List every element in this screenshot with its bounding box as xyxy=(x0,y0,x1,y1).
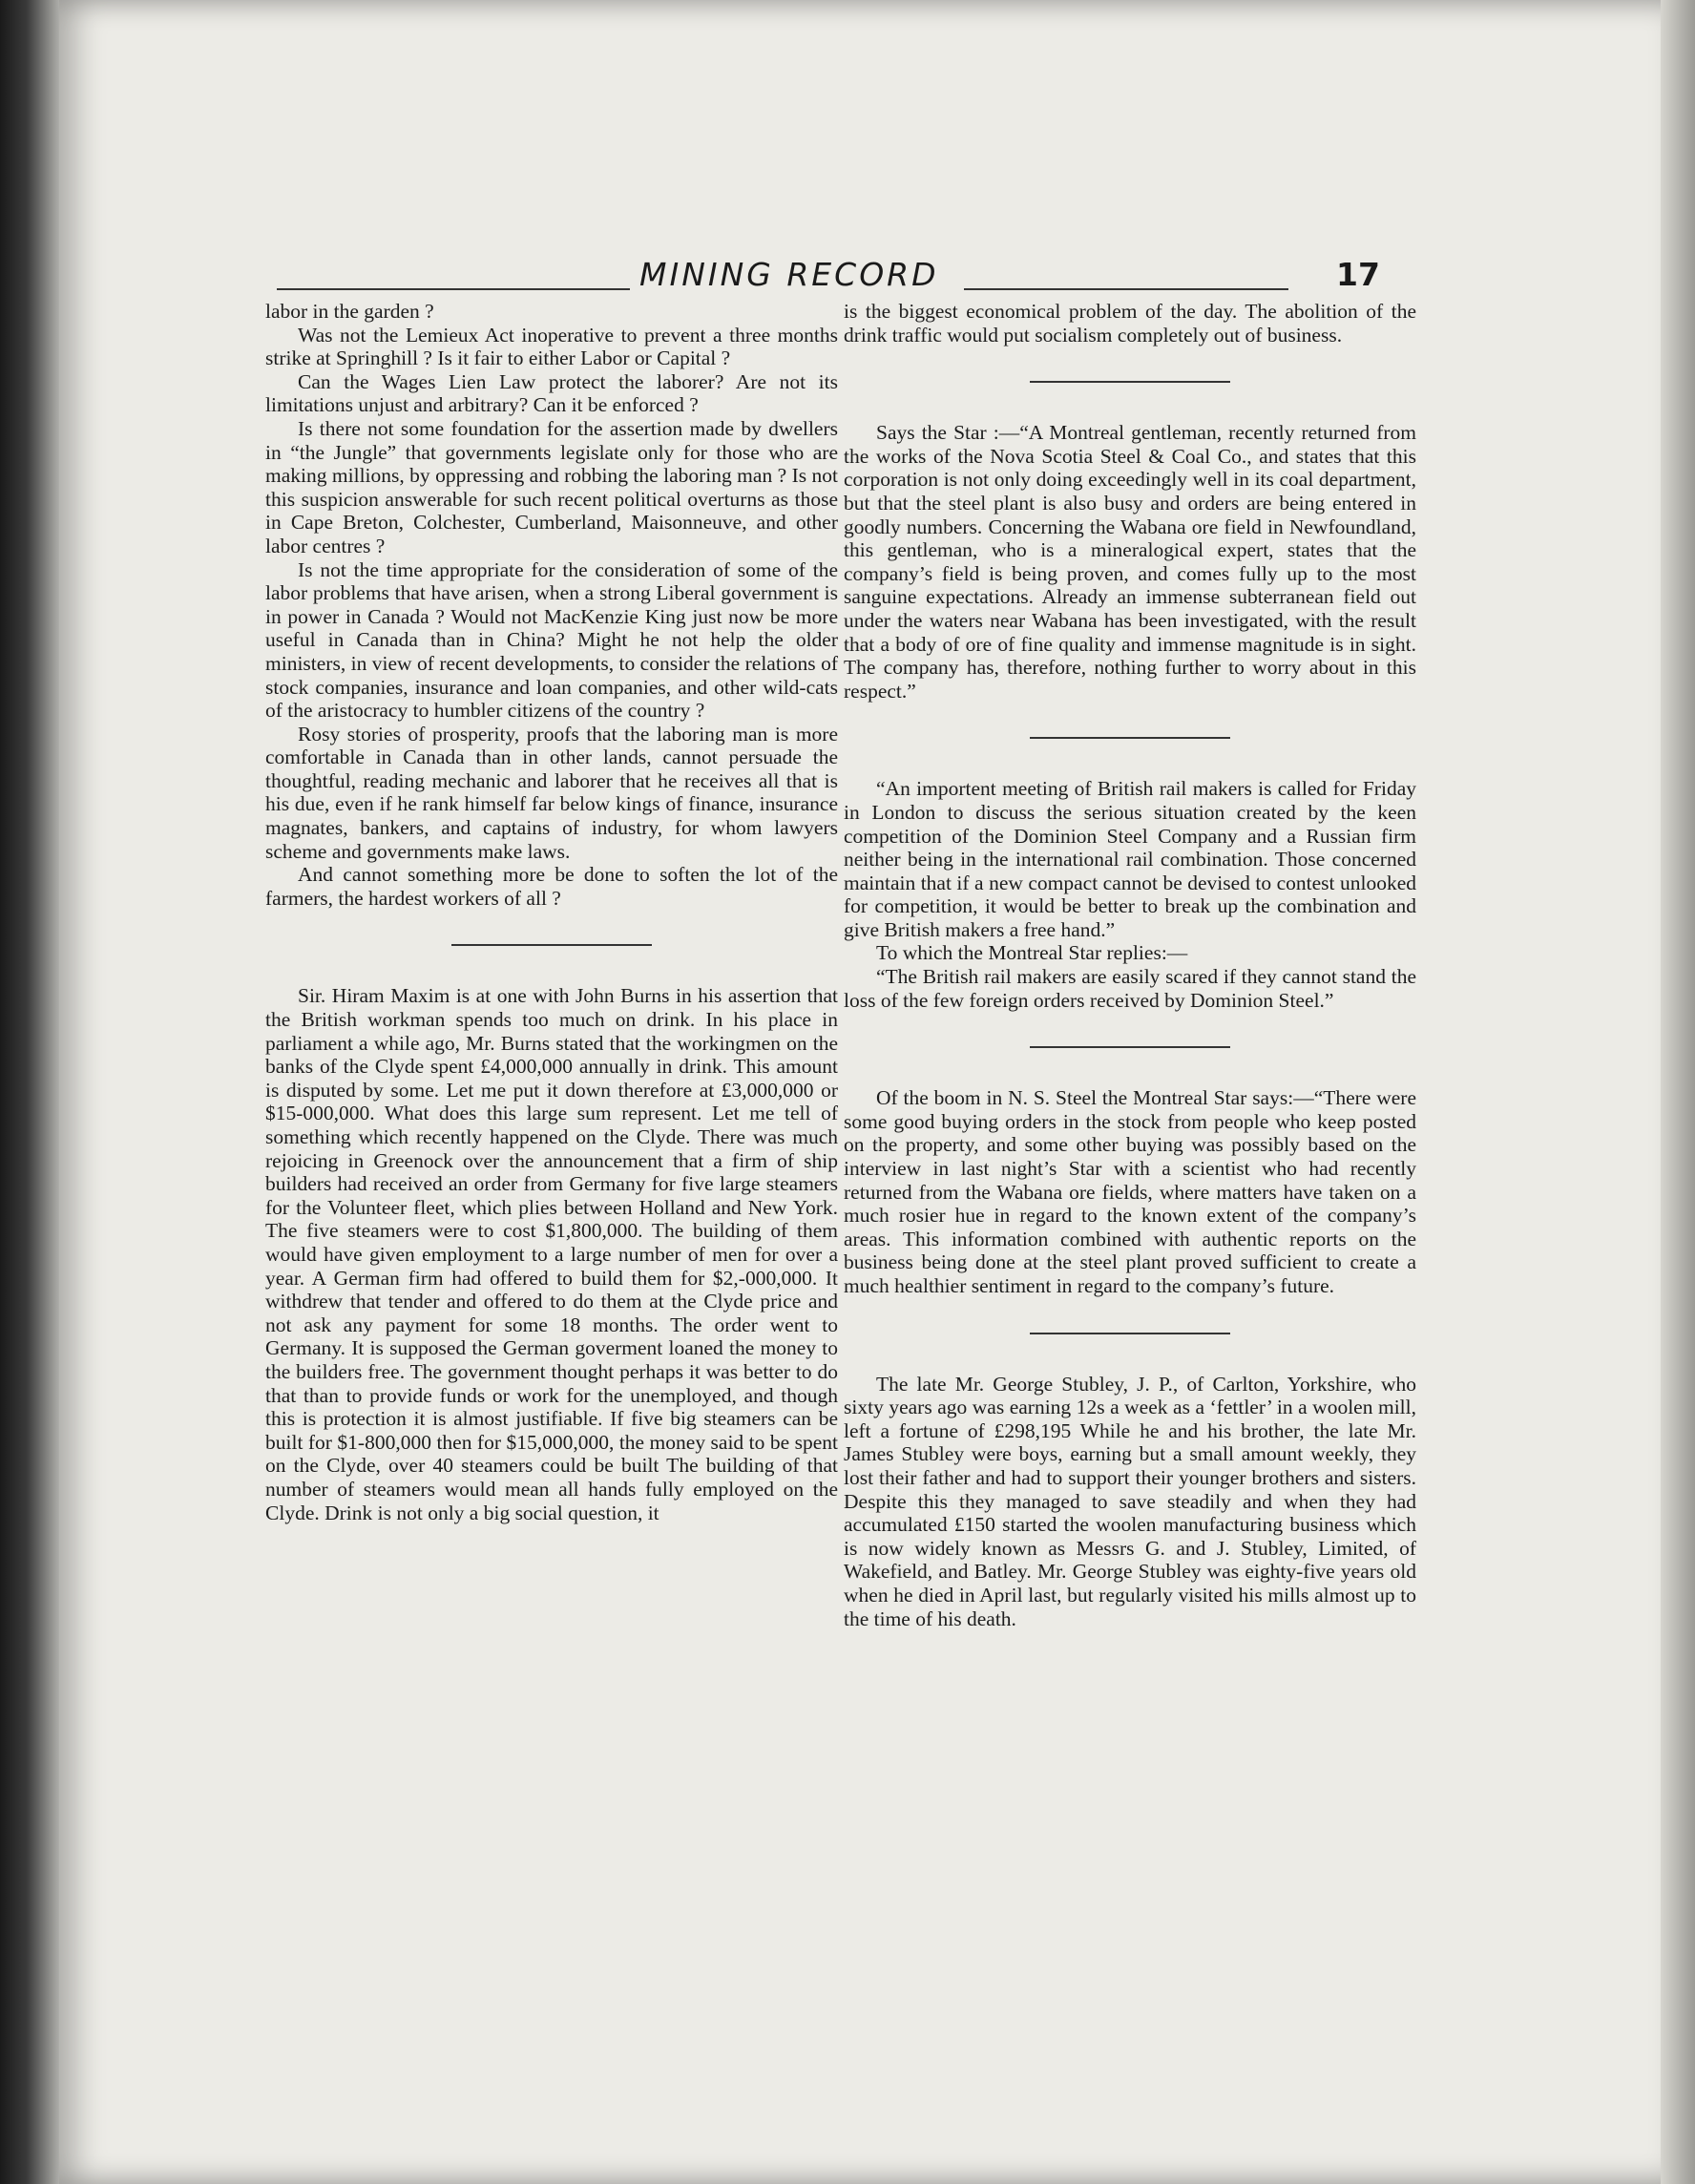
paragraph: Was not the Lemieux Act inoperative to prevent a three months strike at Springhill ? Is it fair to either Labor or Capital ? xyxy=(265,323,838,370)
section-divider xyxy=(1030,1046,1230,1048)
section-divider xyxy=(1030,1333,1230,1334)
page-number: 17 xyxy=(1336,256,1380,293)
section-divider xyxy=(1030,381,1230,383)
book-spine xyxy=(0,0,67,2184)
article-star: Says the Star :—“A Montreal gentleman, recently returned from the works of the Nova Scotia Steel & Coal Co., and states that this corporation is not only doing exceedingly well in its coal department, but that the steel plant is also busy and orders are being entered in goodly numbers. Concerning the Wabana ore field in Newfoundland, this gentleman, who is a mineralogical expert, states that the company’s field is being proven, and comes fully up to the most sanguine expectations. Already an immense subterranean field out under the waters near Wabana has been investigated, with the result that a body of ore of fine quality and immense magnitude is in sight. The company has, therefore, nothing further to worry about in this respect.” xyxy=(844,421,1416,703)
left-column xyxy=(265,300,838,1524)
article-rail-reply-intro: To which the Montreal Star replies:— xyxy=(876,941,1188,965)
page-edge xyxy=(1661,0,1695,2184)
publication-title: MINING RECORD xyxy=(639,256,939,293)
section-divider xyxy=(1030,737,1230,739)
paragraph: labor in the garden ? xyxy=(265,300,434,323)
header-rule-right xyxy=(964,288,1288,290)
paragraph: Rosy stories of prosperity, proofs that the laboring man is more comfortable in Canada than in other lands, cannot persuade the thoughtful, reading mechanic and laborer that he receives all that is his due, even if he rank himself far below kings of finance, insurance magnates, bankers, and captains of industry, for whom lawyers scheme and governments make laws. xyxy=(265,722,838,863)
paragraph-continuation: is the biggest economical problem of the day. The abolition of the drink traffic would put socialism completely out of business. xyxy=(844,300,1416,346)
running-header xyxy=(277,256,1380,294)
paragraph: Is there not some foundation for the assertion made by dwellers in “the Jungle” that governments legislate only for those who are making millions, by oppressing and robbing the laboring man ? Is not this suspicion answerable for such recent political overturns as those in Cape Breton, Colchester, Cumberland, Maisonneuve, and other labor centres ? xyxy=(265,416,838,557)
paragraph: Can the Wages Lien Law protect the laborer? Are not its limitations unjust and arbitrary? Can it be enforced ? xyxy=(265,369,838,417)
article-maxim: Sir. Hiram Maxim is at one with John Burns in his assertion that the British workman spends too much on drink. In his place in parliament a while ago, Mr. Burns stated that the workingmen on the banks of the Clyde spent £4,000,000 annually in drink. This amount is disputed by some. Let me put it down therefore at £3,000,000 or $15-000,000. What does this large sum represent. Let me tell of something which recently happened on the Clyde. There was much rejoicing in Greenock over the announcement that a firm of ship builders had received an order from Germany for five large steamers for the Volunteer fleet, which plies between Holland and New York. The five steamers were to cost $1,800,000. The building of them would have given employment to a large number of men for over a year. A German firm had offered to build them for $2,-000,000. It withdrew that tender and offered to do them at the Clyde price and not ask any payment for some 18 months. The order went to Germany. It is supposed the German goverment loaned the money to the builders free. The government thought perhaps it was better to do that than to provide funds or work for the unemployed, and though this is protection it is almost justifiable. If five big steamers can be built for $1-800,000 then for $15,000,000, the money said to be spent on the Clyde, over 40 steamers could be built The building of that number of steamers would mean all hands fully employed on the Clyde. Drink is not only a big social question, it xyxy=(265,984,838,1524)
paragraph: Is not the time appropriate for the consideration of some of the labor problems that have arisen, when a strong Liberal government is in power in Canada ? Would not MacKenzie King just now be more useful in Canada than in China? Might he not help the older ministers, in view of recent developments, to consider the relations of stock companies, insurance and loan companies, and other wild-cats of the aristocracy to humbler citizens of the country ? xyxy=(265,557,838,723)
right-column xyxy=(844,300,1416,1630)
article-rail-reply: “The British rail makers are easily scared if they cannot stand the loss of the few foreign orders received by Dominion Steel.” xyxy=(844,965,1416,1012)
article-stubley: The late Mr. George Stubley, J. P., of Carlton, Yorkshire, who sixty years ago was earning 12s a week as a ‘fettler’ in a woolen mill, left a fortune of £298,195 While he and his brother, the late Mr. James Stubley were boys, earning but a small amount weekly, they lost their father and had to support their younger brothers and sisters. Despite this they managed to save steadily and when they had accumulated £150 started the woolen manufacturing business which is now widely known as Messrs G. and J. Stubley, Limited, of Wakefield, and Batley. Mr. George Stubley was eighty-five years old when he died in April last, but regularly visited his mills almost up to the time of his death. xyxy=(844,1372,1416,1630)
header-rule-left xyxy=(277,288,630,290)
article-boom: Of the boom in N. S. Steel the Montreal Star says:—“There were some good buying orders in the stock from people who keep posted on the property, and some other buying was possibly based on the interview in last night’s Star with a scientist who had recently returned from the Wabana ore fields, where matters have taken on a much rosier hue in regard to the known extent of the company’s areas. This information combined with authentic reports on the business being done at the steel plant proved sufficient to create a much healthier sentiment in regard to the company’s future. xyxy=(844,1086,1416,1297)
article-rail: “An importent meeting of British rail makers is called for Friday in London to discuss the serious situation created by the keen competition of the Dominion Steel Company and a Russian firm neither being in the international rail combination. Those concerned maintain that if a new compact cannot be devised to contest unlooked for competition, it would be better to break up the combination and give British makers a free hand.” xyxy=(844,777,1416,941)
section-divider xyxy=(451,944,652,946)
paragraph: And cannot something more be done to soften the lot of the farmers, the hardest workers of all ? xyxy=(265,863,838,910)
